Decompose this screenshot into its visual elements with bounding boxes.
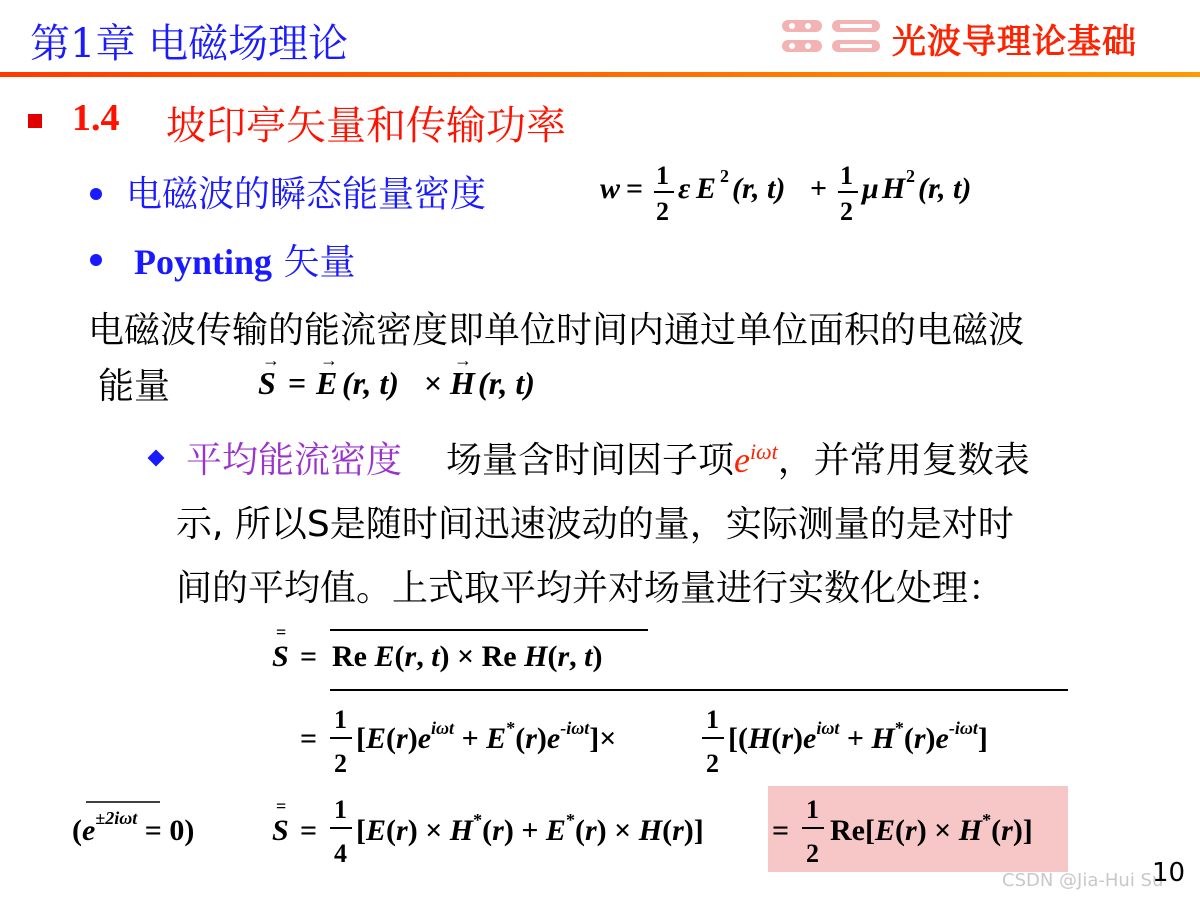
svg-text:1: 1 bbox=[806, 795, 819, 824]
time-factor: $e^{i\omega t}$ bbox=[734, 439, 778, 480]
eq-S-equals: = bbox=[288, 365, 307, 401]
svg-text:=: = bbox=[300, 722, 318, 755]
eq-S-times: × bbox=[424, 365, 443, 401]
svg-text:=: = bbox=[772, 814, 790, 847]
eq-w-one-a: 1 bbox=[656, 161, 669, 190]
eq-w-eps: ε bbox=[678, 172, 691, 205]
poynting-word: Poynting bbox=[134, 242, 273, 282]
section-number: 1.4 bbox=[72, 97, 120, 139]
sub-bullet-line-1 bbox=[446, 432, 1030, 483]
bullet-dot-icon bbox=[90, 188, 102, 200]
eq-w-two-a: 2 bbox=[656, 197, 669, 226]
svg-text:→: → bbox=[320, 354, 338, 370]
course-logo-icon bbox=[780, 14, 884, 58]
svg-text:=: = bbox=[276, 796, 287, 816]
eq-S-args-a: (r, t) bbox=[342, 365, 399, 401]
svg-text:(e±2iωt = 0): $(e^{\pm 2i\omega t} = 0)$ bbox=[72, 808, 195, 847]
eq-w-two-b: 2 bbox=[840, 197, 853, 226]
eq-S-args-b: (r, t) bbox=[478, 365, 535, 401]
poynting-vector-equation bbox=[254, 354, 574, 410]
svg-text:[E(r) × H*(r) + E*(r) × H(r)]: [E(r) × H*(r) + E*(r) × H(r)] bbox=[356, 810, 704, 847]
eq-w-plus: + bbox=[810, 172, 828, 205]
svg-text:S: S bbox=[272, 640, 289, 673]
sub-bullet-line-3: 间的平均值。上式取平均并对场量进行实数化处理： bbox=[176, 568, 1005, 609]
svg-text:2: 2 bbox=[334, 749, 347, 778]
eq-S-H: H bbox=[450, 365, 475, 401]
svg-text:=: = bbox=[300, 640, 318, 673]
course-title: 光波导理论基础 bbox=[892, 22, 1137, 62]
svg-text:1: 1 bbox=[334, 795, 347, 824]
svg-text:4: 4 bbox=[334, 839, 347, 868]
sub-text-a: 场量含时间因子项 bbox=[446, 440, 735, 481]
eq-w-args-b: (r, t) bbox=[918, 172, 972, 205]
svg-text:2: 2 bbox=[706, 749, 719, 778]
eq-S: S bbox=[258, 365, 276, 401]
average-poynting-equations bbox=[0, 600, 1200, 880]
section-title: 坡印亭矢量和传输功率 bbox=[166, 103, 566, 149]
eq-w-lhs: w bbox=[600, 172, 621, 205]
eq-w-sq-b: 2 bbox=[906, 166, 915, 186]
svg-text:→: → bbox=[454, 354, 472, 370]
eq-w-equals: = bbox=[626, 172, 644, 205]
svg-text:Re[E(r) × H*(r)]: Re[E(r) × H*(r)] bbox=[830, 810, 1033, 847]
diamond-bullet-icon bbox=[148, 450, 165, 467]
section-bullet-icon bbox=[28, 114, 42, 128]
svg-text:=: = bbox=[300, 814, 318, 847]
eq-w-mu: μ bbox=[862, 172, 879, 205]
svg-text:=: = bbox=[276, 622, 287, 642]
svg-text:S: S bbox=[272, 814, 289, 847]
svg-text:1: 1 bbox=[334, 705, 347, 734]
eq-w-sq-a: 2 bbox=[720, 166, 729, 186]
chapter-title: 第1章 电磁场理论 bbox=[30, 21, 349, 67]
svg-text:→: → bbox=[262, 354, 280, 370]
sub-text-b: ，并常用复数表 bbox=[777, 440, 1030, 481]
eq-S-E: E bbox=[316, 365, 338, 401]
poynting-suffix: 矢量 bbox=[272, 242, 356, 283]
page-number: 10 bbox=[1152, 858, 1186, 888]
header-divider bbox=[0, 72, 1200, 77]
eq-w-one-b: 1 bbox=[840, 161, 853, 190]
paragraph-line-1: 电磁波传输的能流密度即单位时间内通过单位面积的电磁波 bbox=[88, 310, 1025, 351]
svg-text:Re E(r, t) × Re H(r, t): Re E(r, t) × Re H(r, t) bbox=[332, 640, 603, 673]
svg-text:[E(r)eiωt + E*(r)e-iωt]×: $[E(r)e^{i\omega t} + E^*(r)e^{-i\omega t}]\times$ bbox=[356, 718, 617, 755]
paragraph-line-2: 能量 bbox=[98, 366, 171, 407]
bullet-poynting bbox=[134, 234, 355, 285]
svg-text:2: 2 bbox=[806, 839, 819, 868]
bullet-energy-density: 电磁波的瞬态能量密度 bbox=[126, 174, 487, 215]
svg-text:1: 1 bbox=[706, 705, 719, 734]
sub-bullet-line-2: 示, 所以S是随时间迅速波动的量，实际测量的是对时 bbox=[176, 504, 1014, 545]
eq-w-args-a: (r, t) bbox=[732, 172, 786, 205]
energy-density-equation bbox=[596, 156, 1016, 226]
eq-w-E: E bbox=[696, 172, 717, 205]
bullet-dot-icon bbox=[90, 254, 102, 266]
average-energy-flow-label: 平均能流密度 bbox=[186, 440, 403, 481]
svg-text:[(H(r)eiωt + H*(r)e-iωt]: [$(H(r)e^{i\omega t} + H^*(r)e^{-i\omega t}]$ bbox=[728, 718, 988, 755]
watermark: CSDN @Jia-Hui Su bbox=[1002, 870, 1164, 891]
eq-w-H: H bbox=[882, 172, 906, 205]
